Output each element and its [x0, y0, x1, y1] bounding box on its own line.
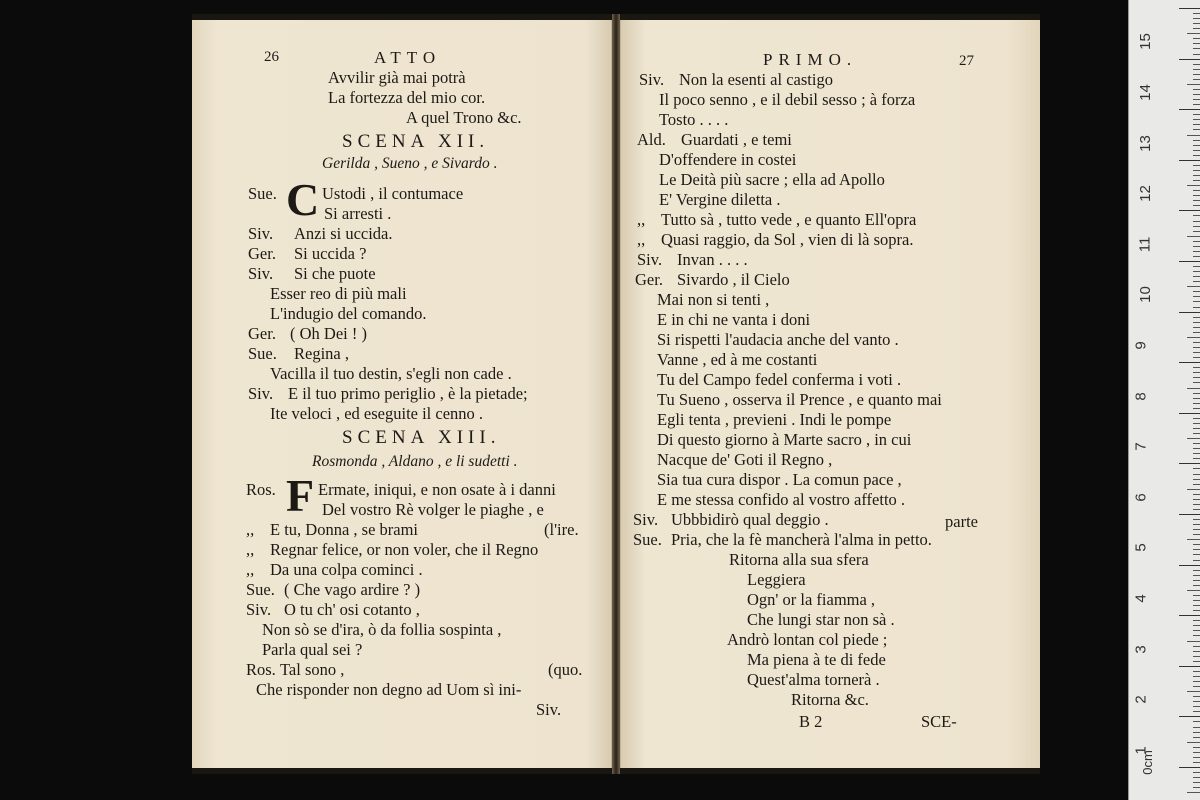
text-line: Tu Sueno , osserva il Prence , e quanto mai [657, 390, 942, 409]
ruler-tick [1179, 716, 1200, 717]
ruler-tick [1193, 772, 1200, 773]
text-line: Avvilir già mai potrà [328, 68, 466, 87]
ruler-tick [1179, 210, 1200, 211]
ruler-tick [1179, 666, 1200, 667]
ruler-tick [1193, 529, 1200, 530]
ruler-tick [1193, 433, 1200, 434]
aria-line: Ma piena à te di fede [747, 650, 886, 669]
ruler-tick [1193, 635, 1200, 636]
text-line: Esser reo di più mali [270, 284, 407, 303]
ruler-tick [1193, 205, 1200, 206]
catchword: Siv. [536, 700, 562, 719]
ruler-tick [1187, 337, 1200, 338]
ruler-tick [1193, 332, 1200, 333]
ruler-tick [1179, 565, 1200, 566]
speaker-label: Ros. [246, 480, 276, 499]
aria-line: Andrò lontan col piede ; [727, 630, 888, 649]
ruler-tick [1193, 140, 1200, 141]
speaker-label: Sue. [248, 344, 277, 363]
ruler-tick [1193, 246, 1200, 247]
ruler-tick [1179, 463, 1200, 464]
ruler-tick [1193, 737, 1200, 738]
speaker-label: Siv. [248, 264, 274, 283]
speaker-label: ,, [246, 540, 255, 559]
stage-direction: parte [945, 512, 978, 531]
speaker-label: ,, [637, 230, 646, 249]
ruler-tick [1193, 48, 1200, 49]
ruler-tick [1193, 585, 1200, 586]
text-line: Nacque de' Goti il Regno , [657, 450, 833, 469]
ruler-tick [1193, 195, 1200, 196]
speaker-label: Siv. [639, 70, 665, 89]
ruler-tick [1193, 752, 1200, 753]
speaker-label: Ald. [637, 130, 666, 149]
ruler-tick [1193, 342, 1200, 343]
ruler-tick [1193, 99, 1200, 100]
ruler-tick [1193, 494, 1200, 495]
ruler-tick [1193, 69, 1200, 70]
ruler-tick [1193, 372, 1200, 373]
ruler-tick [1187, 641, 1200, 642]
aria-line: Quest'alma tornerà . [747, 670, 880, 689]
dropcap-f: F [286, 470, 315, 521]
ruler-tick [1187, 84, 1200, 85]
right-page-text [621, 20, 1040, 768]
ruler-tick [1193, 367, 1200, 368]
ruler-number: 7 [1132, 442, 1150, 451]
speaker-label: Ger. [248, 244, 276, 263]
ruler-tick [1193, 484, 1200, 485]
speaker-label: Ger. [635, 270, 663, 289]
ruler-tick [1193, 43, 1200, 44]
ruler-tick [1193, 317, 1200, 318]
ruler-tick [1193, 575, 1200, 576]
text-line: Parla qual sei ? [262, 640, 363, 659]
ruler-tick [1193, 377, 1200, 378]
speaker-label: ,, [637, 210, 646, 229]
text-line: ( Oh Dei ! ) [290, 324, 367, 343]
ruler-tick [1193, 509, 1200, 510]
text-line: O tu ch' osi cotanto , [284, 600, 420, 619]
ruler-tick [1187, 185, 1200, 186]
text-line: Ustodi , il contumace [322, 184, 464, 203]
text-line: Sia tua cura dispor . La comun pace , [657, 470, 902, 489]
speaker-label: Sue. [248, 184, 277, 203]
text-line: Regnar felice, or non voler, che il Regno [270, 540, 539, 559]
text-line: D'offendere in costei [659, 150, 797, 169]
ruler-tick [1193, 732, 1200, 733]
ruler-tick [1179, 160, 1200, 161]
ruler-tick [1193, 595, 1200, 596]
text-line: Di questo giorno à Marte sacro , in cui [657, 430, 912, 449]
ruler-tick [1193, 104, 1200, 105]
ruler-tick [1193, 291, 1200, 292]
ruler-tick [1193, 544, 1200, 545]
aria-line: Ogn' or la fiamma , [747, 590, 876, 609]
ruler-number: 12 [1136, 185, 1154, 202]
ruler-tick [1193, 534, 1200, 535]
ruler-tick [1193, 701, 1200, 702]
aria-line: Che lungi star non sà . [747, 610, 895, 629]
ruler-tick [1193, 129, 1200, 130]
ruler-tick [1193, 499, 1200, 500]
ruler-tick [1193, 504, 1200, 505]
ruler-tick [1193, 686, 1200, 687]
ruler-tick [1193, 266, 1200, 267]
text-line: L'indugio del comando. [270, 304, 427, 323]
ruler-number: 8 [1132, 391, 1150, 401]
ruler-tick [1193, 706, 1200, 707]
ruler-tick [1193, 519, 1200, 520]
ruler-tick [1193, 711, 1200, 712]
ruler-number: 10 [1136, 286, 1154, 304]
ruler-tick [1193, 777, 1200, 778]
ruler-tick [1193, 124, 1200, 125]
left-running-head: ATTO [374, 48, 442, 67]
right-page-number: 27 [959, 53, 974, 69]
text-line: Quasi raggio, da Sol , vien di là sopra. [661, 230, 914, 249]
speaker-label: Sue. [633, 530, 662, 549]
ruler-number: 5 [1132, 543, 1150, 552]
ruler-tick [1193, 150, 1200, 151]
left-page-text [192, 20, 611, 768]
text-line: Non la esenti al castigo [679, 70, 833, 89]
ruler-tick [1193, 18, 1200, 19]
text-line: Che risponder non degno ad Uom sì ini- [256, 680, 522, 699]
speaker-label: Ros. [246, 660, 276, 679]
ruler-tick [1193, 782, 1200, 783]
left-page [192, 20, 612, 768]
text-line: Ite veloci , ed eseguite il cenno . [270, 404, 484, 423]
ruler-tick [1179, 8, 1200, 9]
ruler-tick [1193, 747, 1200, 748]
ruler-tick [1193, 13, 1200, 14]
text-line: Ubbbidirò qual deggio . [671, 510, 829, 529]
aria-line: Ritorna alla sua sfera [729, 550, 869, 569]
ruler-tick [1179, 261, 1200, 262]
ruler-tick [1179, 514, 1200, 515]
ruler-tick [1193, 38, 1200, 39]
ruler-tick [1179, 362, 1200, 363]
text-line: E' Vergine diletta . [659, 190, 781, 209]
ruler-tick [1193, 605, 1200, 606]
ruler-tick [1193, 114, 1200, 115]
ruler-tick [1193, 23, 1200, 24]
text-line: E tu, Donna , se brami [270, 520, 419, 539]
ruler-tick [1193, 651, 1200, 652]
ruler-tick [1187, 792, 1200, 793]
ruler-tick [1193, 393, 1200, 394]
ruler-tick [1193, 170, 1200, 171]
ruler-tick [1193, 89, 1200, 90]
ruler-tick [1179, 312, 1200, 313]
ruler-tick [1193, 327, 1200, 328]
scene-cast: Gerilda , Sueno , e Sivardo . [322, 155, 498, 172]
ruler-tick [1193, 256, 1200, 257]
signature-mark: B 2 [799, 712, 823, 731]
ruler-tick [1193, 656, 1200, 657]
ruler-tick [1187, 236, 1200, 237]
ruler-tick [1193, 155, 1200, 156]
ruler-tick [1179, 615, 1200, 616]
ruler-tick [1193, 119, 1200, 120]
ruler-tick [1193, 190, 1200, 191]
ruler-tick [1179, 59, 1200, 60]
ruler-tick [1193, 630, 1200, 631]
ruler-tick [1193, 468, 1200, 469]
ruler-tick [1193, 524, 1200, 525]
ruler-tick [1193, 428, 1200, 429]
left-page-number: 26 [264, 49, 279, 65]
ruler-tick [1193, 646, 1200, 647]
ruler-tick [1193, 301, 1200, 302]
text-line: Da una colpa cominci . [270, 560, 423, 579]
ruler-tick [1193, 382, 1200, 383]
ruler-tick [1187, 135, 1200, 136]
ruler-tick [1193, 221, 1200, 222]
ruler-tick [1187, 33, 1200, 34]
ruler-tick [1179, 109, 1200, 110]
ruler-tick [1193, 479, 1200, 480]
ruler-tick [1193, 458, 1200, 459]
ruler-tick [1193, 600, 1200, 601]
ruler-tick [1193, 347, 1200, 348]
text-line: ( Che vago ardire ? ) [284, 580, 421, 599]
ruler-tick [1187, 489, 1200, 490]
ruler-tick [1193, 200, 1200, 201]
measuring-ruler [1128, 0, 1200, 800]
text-line: Non sò se d'ira, ò da follia sospinta , [262, 620, 502, 639]
text-line: Tal sono , [280, 660, 345, 679]
ruler-tick [1193, 661, 1200, 662]
text-line: Si uccida ? [294, 244, 367, 263]
ruler-tick [1193, 408, 1200, 409]
speaker-label: Siv. [248, 224, 274, 243]
ruler-tick [1193, 762, 1200, 763]
ruler-tick [1193, 54, 1200, 55]
ruler-number: 14 [1136, 84, 1154, 101]
ruler-tick [1193, 165, 1200, 166]
ruler-tick [1193, 625, 1200, 626]
speaker-label: Siv. [637, 250, 663, 269]
text-line: Ermate, iniqui, e non osate à i danni [318, 480, 556, 499]
text-line: E in chi ne vanta i doni [657, 310, 811, 329]
text-line: Tu del Campo fedel conferma i voti . [657, 370, 902, 389]
ruler-tick [1193, 403, 1200, 404]
ruler-tick [1187, 388, 1200, 389]
ruler-tick [1193, 474, 1200, 475]
ruler-tick [1193, 271, 1200, 272]
ruler-tick [1193, 241, 1200, 242]
speaker-label: ,, [246, 520, 255, 539]
text-line: Sivardo , il Cielo [677, 270, 790, 289]
speaker-label: Sue. [246, 580, 275, 599]
text-line: (quo. [548, 660, 583, 679]
ruler-number: 4 [1132, 594, 1150, 603]
ruler-tick [1187, 742, 1200, 743]
ruler-tick [1193, 226, 1200, 227]
text-line: La fortezza del mio cor. [328, 88, 486, 107]
text-line: Vacilla il tuo destin, s'egli non cade . [270, 364, 512, 383]
ruler-tick [1193, 443, 1200, 444]
ruler-tick [1193, 276, 1200, 277]
ruler-tick [1193, 145, 1200, 146]
text-line: Si arresti . [324, 204, 392, 223]
ruler-tick [1193, 418, 1200, 419]
ruler-tick [1193, 231, 1200, 232]
scene-heading: SCENA XII. [342, 131, 490, 152]
ruler-tick [1193, 281, 1200, 282]
ruler-tick [1193, 28, 1200, 29]
text-line: Il poco senno , e il debil sesso ; à forza [659, 90, 916, 109]
text-line: E me stessa confido al vostro affetto . [657, 490, 906, 509]
ruler-tick [1193, 74, 1200, 75]
text-line: Invan . . . . [677, 250, 748, 269]
ruler-tick [1193, 549, 1200, 550]
aria-line: Ritorna &c. [791, 690, 869, 709]
ruler-tick [1193, 721, 1200, 722]
ruler-number: 11 [1136, 236, 1154, 252]
speaker-label: ,, [246, 560, 255, 579]
text-line: Le Deità più sacre ; ella ad Apollo [659, 170, 885, 189]
book-spread [192, 14, 1040, 774]
ruler-number: 3 [1132, 644, 1150, 654]
text-line: A quel Trono &c. [406, 108, 522, 127]
ruler-tick [1193, 94, 1200, 95]
ruler-number: 1 [1132, 746, 1150, 755]
ruler-tick [1193, 787, 1200, 788]
ruler-tick [1193, 175, 1200, 176]
ruler-tick [1193, 727, 1200, 728]
ruler-tick [1193, 676, 1200, 677]
ruler-tick [1193, 448, 1200, 449]
ruler-tick [1193, 352, 1200, 353]
ruler-tick [1193, 423, 1200, 424]
text-line: Guardati , e temi [681, 130, 792, 149]
ruler-tick [1193, 64, 1200, 65]
text-line: Egli tenta , previeni . Indi le pompe [657, 410, 892, 429]
text-line: Regina , [294, 344, 349, 363]
ruler-tick [1179, 413, 1200, 414]
ruler-number: 2 [1132, 695, 1150, 704]
right-page [620, 20, 1040, 768]
book-gutter [612, 14, 620, 774]
ruler-tick [1193, 322, 1200, 323]
text-line: Si che puote [294, 264, 376, 283]
ruler-tick [1193, 620, 1200, 621]
scene-heading: SCENA XIII. [342, 427, 501, 448]
ruler-tick [1179, 767, 1200, 768]
ruler-tick [1193, 453, 1200, 454]
ruler-tick [1193, 215, 1200, 216]
speaker-label: Ger. [248, 324, 276, 343]
speaker-label: Siv. [248, 384, 274, 403]
ruler-tick [1193, 398, 1200, 399]
ruler-number: 13 [1136, 134, 1154, 152]
text-line: (l'ire. [544, 520, 579, 539]
ruler-tick [1193, 357, 1200, 358]
dropcap-c: C [286, 174, 320, 225]
scene-cast: Rosmonda , Aldano , e li sudetti . [312, 453, 518, 470]
text-line: E il tuo primo periglio , è la pietade; [288, 384, 528, 403]
ruler-number: 15 [1136, 33, 1154, 51]
text-line: Anzi si uccida. [294, 224, 393, 243]
speaker-label: Siv. [633, 510, 659, 529]
ruler-tick [1193, 671, 1200, 672]
ruler-number: 9 [1132, 341, 1150, 350]
ruler-tick [1193, 610, 1200, 611]
ruler-tick [1193, 554, 1200, 555]
ruler-tick [1193, 307, 1200, 308]
text-line: Mai non si tenti , [657, 290, 770, 309]
text-line: Tutto sà , tutto vede , e quanto Ell'opra [661, 210, 917, 229]
ruler-unit: 0cm [1139, 750, 1155, 775]
text-line: Si rispetti l'audacia anche del vanto . [657, 330, 899, 349]
text-line: Del vostro Rè volger le piaghe , e [322, 500, 544, 519]
catchword: SCE- [921, 712, 957, 731]
ruler-number: 6 [1132, 493, 1150, 502]
ruler-tick [1193, 296, 1200, 297]
ruler-tick [1193, 757, 1200, 758]
ruler-tick [1187, 691, 1200, 692]
speaker-label: Siv. [246, 600, 272, 619]
ruler-tick [1193, 681, 1200, 682]
ruler-tick [1187, 286, 1200, 287]
ruler-tick [1193, 570, 1200, 571]
ruler-tick [1193, 560, 1200, 561]
text-line: Tosto . . . . [659, 110, 729, 129]
text-line: Vanne , ed à me costanti [657, 350, 818, 369]
ruler-tick [1193, 580, 1200, 581]
aria-line: Leggiera [747, 570, 806, 589]
right-running-head: PRIMO. [763, 50, 858, 69]
ruler-tick [1193, 251, 1200, 252]
ruler-tick [1193, 180, 1200, 181]
text-line: Pria, che la fè mancherà l'alma in petto. [671, 530, 932, 549]
ruler-tick [1193, 696, 1200, 697]
ruler-tick [1187, 590, 1200, 591]
ruler-tick [1193, 79, 1200, 80]
ruler-tick [1187, 539, 1200, 540]
ruler-tick [1187, 438, 1200, 439]
